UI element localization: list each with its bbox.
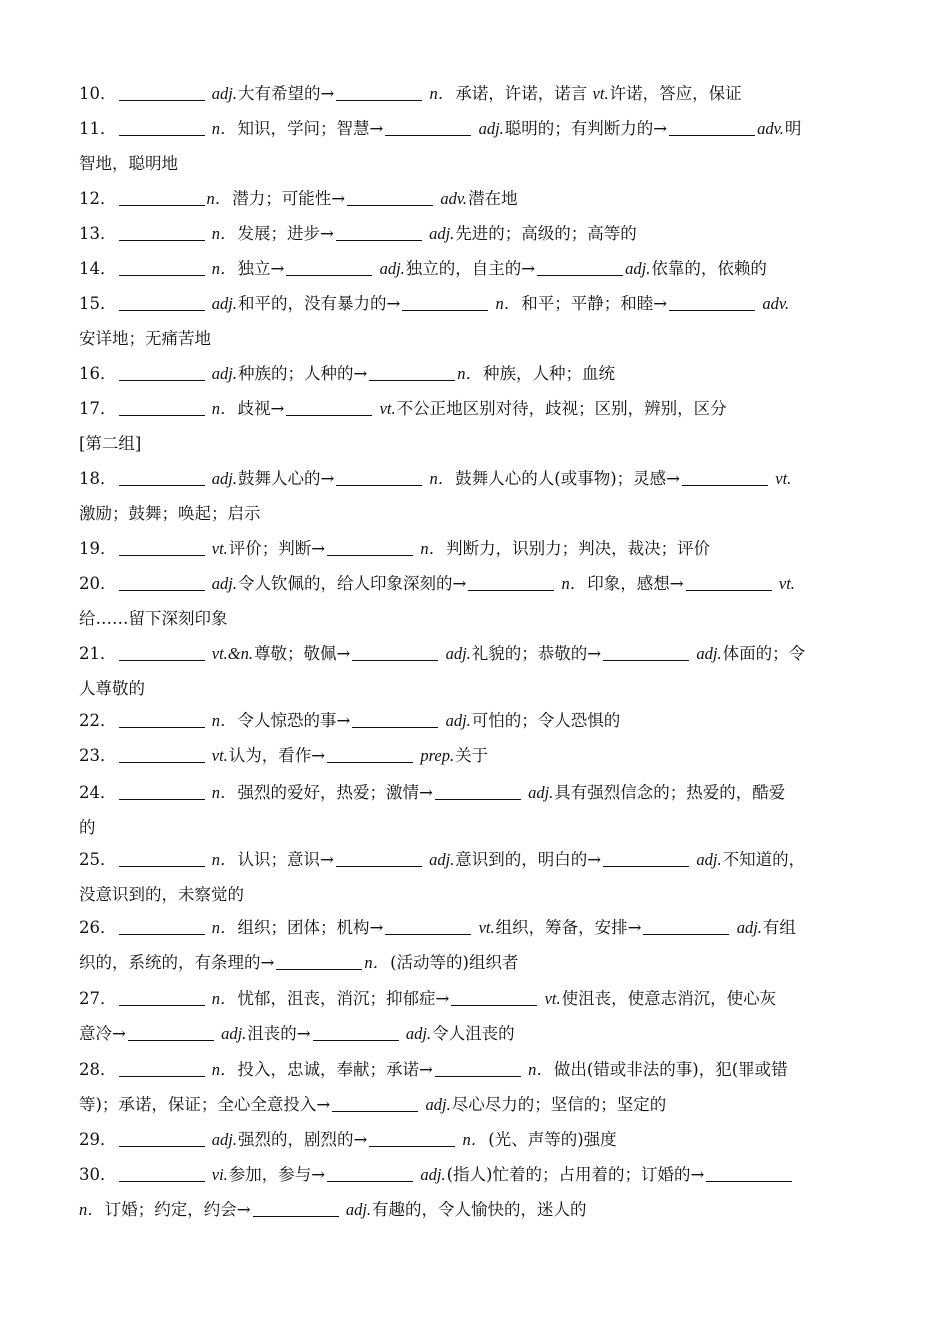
answer-blank[interactable] (119, 1163, 205, 1182)
part-of-speech: adj. (736, 918, 762, 937)
part-of-speech: vt. (211, 746, 228, 765)
answer-blank[interactable] (332, 1093, 418, 1112)
item-27: 27． n．忧郁，沮丧，消沉；抑郁症→ vt.使沮丧，使意志消沉，使心灰 (79, 989, 777, 1008)
answer-blank[interactable] (369, 362, 455, 381)
part-of-speech: adj. (379, 259, 405, 278)
item-21-cont: 人尊敬的 (79, 679, 145, 698)
part-of-speech: n． (211, 918, 237, 937)
item-12: 12． n．潜力；可能性→ adv.潜在地 (79, 189, 518, 208)
answer-blank[interactable] (119, 987, 205, 1006)
part-of-speech: adv. (757, 119, 784, 138)
part-of-speech: n． (420, 539, 446, 558)
part-of-speech: adj. (211, 1130, 237, 1149)
part-of-speech: vt. (544, 989, 561, 1008)
answer-blank[interactable] (336, 82, 422, 101)
item-23: 23． vt.认为，看作→ prep.关于 (79, 746, 489, 765)
part-of-speech: n． (211, 711, 237, 730)
part-of-speech: adj. (211, 294, 237, 313)
answer-blank[interactable] (119, 744, 205, 763)
item-24: 24． n．强烈的爱好，热爱；激情→ adj.具有强烈信念的；热爱的，酷爱 (79, 783, 786, 802)
answer-blank[interactable] (451, 987, 537, 1006)
answer-blank[interactable] (119, 537, 205, 556)
part-of-speech: n． (211, 850, 237, 869)
part-of-speech: n． (211, 1060, 237, 1079)
answer-blank[interactable] (276, 951, 362, 970)
part-of-speech: adj. (429, 224, 455, 243)
part-of-speech: adj. (696, 644, 722, 663)
part-of-speech: adj. (211, 364, 237, 383)
item-11: 11． n．知识，学问；智慧→ adj.聪明的；有判断力的→ adv.明 (79, 119, 802, 138)
part-of-speech: adj. (211, 84, 237, 103)
item-29: 29． adj.强烈的，剧烈的→ n．(光、声等的)强度 (79, 1130, 617, 1149)
part-of-speech: adj. (445, 711, 471, 730)
answer-blank[interactable] (327, 744, 413, 763)
part-of-speech: adj. (420, 1165, 446, 1184)
answer-blank[interactable] (119, 781, 205, 800)
item-17: 17． n．歧视→ vt.不公正地区别对待，歧视；区别，辨别，区分 (79, 399, 727, 418)
part-of-speech: vt. (778, 574, 795, 593)
answer-blank[interactable] (435, 781, 521, 800)
answer-blank[interactable] (643, 916, 729, 935)
answer-blank[interactable] (336, 467, 422, 486)
part-of-speech: adj. (478, 119, 504, 138)
answer-blank[interactable] (119, 82, 205, 101)
part-of-speech: vt. (775, 469, 792, 488)
part-of-speech: n． (462, 1130, 488, 1149)
answer-blank[interactable] (119, 572, 205, 591)
answer-blank[interactable] (119, 642, 205, 661)
answer-blank[interactable] (686, 572, 772, 591)
part-of-speech: adj. (405, 1024, 432, 1043)
item-21: 21． vt.&n.尊敬；敬佩→ adj.礼貌的；恭敬的→ adj.体面的；令 (79, 644, 806, 663)
item-10: 10． adj.大有希望的→ n．承诺，许诺，诺言 vt.许诺，答应，保证 (79, 84, 742, 103)
answer-blank[interactable] (119, 292, 205, 311)
item-25-cont: 没意识到的，未察觉的 (79, 885, 244, 904)
part-of-speech: n． (206, 189, 232, 208)
item-22: 22． n．令人惊恐的事→ adj.可怕的；令人恐惧的 (79, 711, 621, 730)
part-of-speech: n． (211, 224, 237, 243)
part-of-speech: adj. (211, 469, 237, 488)
part-of-speech: n． (429, 84, 455, 103)
item-15: 15． adj.和平的，没有暴力的→ n．和平；平静；和睦→ adv. (79, 294, 790, 313)
item-11-cont: 智地，聪明地 (79, 154, 178, 173)
answer-blank[interactable] (669, 292, 755, 311)
part-of-speech: vt.&n. (211, 644, 253, 663)
part-of-speech: n． (211, 259, 237, 278)
answer-blank[interactable] (119, 397, 205, 416)
answer-blank[interactable] (336, 222, 422, 241)
part-of-speech: adj. (221, 1024, 247, 1043)
answer-blank[interactable] (603, 848, 689, 867)
answer-blank[interactable] (119, 222, 205, 241)
answer-blank[interactable] (336, 848, 422, 867)
part-of-speech: n． (528, 1060, 553, 1079)
answer-blank[interactable] (682, 467, 768, 486)
part-of-speech: vt. (478, 918, 495, 937)
item-18: 18． adj.鼓舞人心的→ n．鼓舞人心的人(或事物)；灵感→ vt. (79, 469, 792, 488)
part-of-speech: adv. (440, 189, 468, 208)
answer-blank[interactable] (119, 916, 205, 935)
item-26: 26． n．组织；团体；机构→ vt.组织，筹备，安排→ adj.有组 (79, 918, 796, 937)
answer-blank[interactable] (119, 1128, 205, 1147)
part-of-speech: adj. (445, 644, 471, 663)
item-13: 13． n．发展；进步→ adj.先进的；高级的；高等的 (79, 224, 637, 243)
answer-blank[interactable] (286, 257, 372, 276)
answer-blank[interactable] (537, 257, 623, 276)
answer-blank[interactable] (327, 537, 413, 556)
answer-blank[interactable] (369, 1128, 455, 1147)
part-of-speech: n． (457, 364, 483, 383)
answer-blank[interactable] (313, 1022, 399, 1041)
answer-blank[interactable] (286, 397, 372, 416)
part-of-speech: adj. (625, 259, 651, 278)
answer-blank[interactable] (119, 848, 205, 867)
answer-blank[interactable] (706, 1163, 792, 1182)
item-30: 30． vi.参加，参与→ adj.(指人)忙着的；占用着的；订婚的→ (79, 1157, 879, 1192)
item-15-cont: 安详地；无痛苦地 (79, 329, 211, 348)
answer-blank[interactable] (352, 709, 438, 728)
answer-blank[interactable] (402, 292, 488, 311)
item-27-cont: 意冷→ adj.沮丧的→ adj.令人沮丧的 (79, 1024, 515, 1043)
item-19: 19． vt.评价；判断→ n．判断力，识别力；判决，裁决；评价 (79, 539, 711, 558)
part-of-speech: adj. (345, 1200, 372, 1219)
answer-blank[interactable] (603, 642, 689, 661)
item-14: 14． n．独立→ adj.独立的，自主的→ adj.依靠的，依赖的 (79, 259, 767, 278)
item-28-cont: 等)；承诺，保证；全心全意投入→ adj.尽心尽力的；坚信的；坚定的 (79, 1095, 667, 1114)
item-30-cont: n．订婚；约定，约会→ adj.有趣的，令人愉快的，迷人的 (79, 1200, 587, 1219)
answer-blank[interactable] (119, 709, 205, 728)
part-of-speech: adj. (211, 574, 237, 593)
answer-blank[interactable] (468, 572, 554, 591)
item-26-cont: 织的，系统的，有条理的→ n．(活动等的)组织者 (79, 953, 519, 972)
part-of-speech: adj. (528, 783, 554, 802)
item-25: 25． n．认识；意识→ adj.意识到的，明白的→ adj.不知道的， (79, 850, 806, 869)
part-of-speech: adj. (429, 850, 455, 869)
group-heading: [第二组] (79, 434, 142, 453)
answer-blank[interactable] (385, 916, 471, 935)
item-20-cont: 给……留下深刻印象 (79, 609, 228, 628)
answer-blank[interactable] (385, 117, 471, 136)
part-of-speech: vt. (379, 399, 396, 418)
part-of-speech: vt. (592, 84, 609, 103)
part-of-speech: n． (429, 469, 455, 488)
part-of-speech: prep. (420, 746, 455, 765)
part-of-speech: n． (495, 294, 521, 313)
answer-blank[interactable] (435, 1058, 521, 1077)
answer-blank[interactable] (119, 362, 205, 381)
answer-blank[interactable] (352, 642, 438, 661)
answer-blank[interactable] (253, 1198, 339, 1217)
answer-blank[interactable] (119, 187, 205, 206)
answer-blank[interactable] (119, 1058, 205, 1077)
part-of-speech: n． (561, 574, 587, 593)
item-16: 16． adj.种族的；人种的→ n．种族，人种；血统 (79, 364, 616, 383)
part-of-speech: vi. (211, 1165, 228, 1184)
item-28: 28． n．投入，忠诚，奉献；承诺→ n．做出(错或非法的事)，犯(罪或错 (79, 1060, 788, 1079)
answer-blank[interactable] (669, 117, 755, 136)
answer-blank[interactable] (119, 117, 205, 136)
answer-blank[interactable] (128, 1022, 214, 1041)
part-of-speech: n． (211, 989, 237, 1008)
part-of-speech: vt. (211, 539, 228, 558)
part-of-speech: n． (211, 783, 237, 802)
item-24-cont: 的 (79, 818, 96, 837)
answer-blank[interactable] (119, 467, 205, 486)
item-20: 20． adj.令人钦佩的，给人印象深刻的→ n．印象，感想→ vt. (79, 574, 795, 593)
part-of-speech: n． (79, 1200, 104, 1219)
item-18-cont: 激励；鼓舞；唤起；启示 (79, 504, 261, 523)
answer-blank[interactable] (347, 187, 433, 206)
part-of-speech: n． (211, 399, 237, 418)
part-of-speech: n． (364, 953, 390, 972)
answer-blank[interactable] (327, 1163, 413, 1182)
part-of-speech: adj. (696, 850, 722, 869)
part-of-speech: adv. (762, 294, 790, 313)
part-of-speech: adj. (425, 1095, 451, 1114)
part-of-speech: n． (211, 119, 237, 138)
answer-blank[interactable] (119, 257, 205, 276)
